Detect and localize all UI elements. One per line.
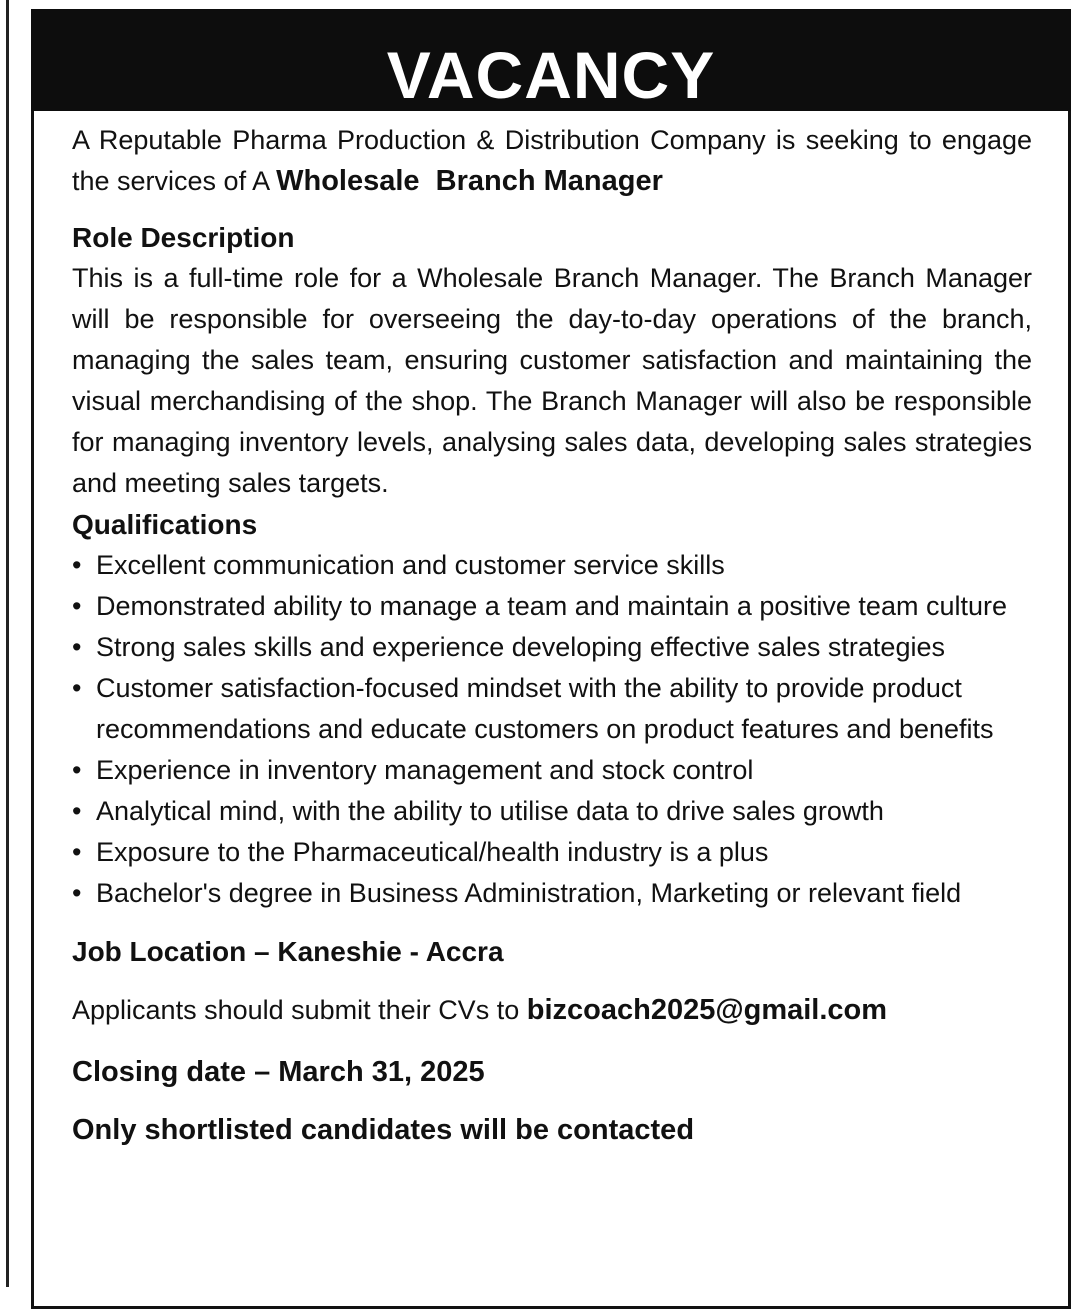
qualification-text: Analytical mind, with the ability to utilise data to drive sales growth (96, 796, 884, 826)
closing-date: Closing date – March 31, 2025 (72, 1056, 485, 1088)
qualifications-heading: Qualifications (72, 509, 258, 540)
vacancy-banner: VACANCY (31, 9, 1071, 111)
bullet-icon: • (72, 837, 82, 867)
list-item (72, 832, 1032, 873)
role-description-text: This is a full-time role for a Wholesale Branch Manager. The Branch Manager will be responsible for overseeing the day-to-day operations of the branch, managing the sales team, ensuring customer satisfaction and maintaining the visual merchandising of the shop. The Branch Manager will also be responsible for managing inventory levels, analysing sales data, developing sales strategies and meeting sales targets. (72, 263, 1032, 498)
list-item (72, 791, 1032, 832)
intro-text: A Reputable Pharma Production & Distribution Company is seeking to engage the services of A (72, 125, 1032, 196)
page-edge-rule (6, 0, 9, 1287)
qualification-text: Excellent communication and customer service skills (96, 550, 725, 580)
list-item (72, 586, 1032, 627)
position-title: Wholesale Branch Manager (276, 165, 663, 197)
shortlist-note: Only shortlisted candidates will be contacted (72, 1114, 695, 1146)
list-item (72, 668, 1032, 750)
qualification-text: Customer satisfaction-focused mindset with the ability to provide product recommendations and educate customers on product features and benefits (96, 673, 994, 744)
list-item (72, 627, 1032, 668)
bullet-icon: • (72, 591, 82, 621)
bullet-icon: • (72, 632, 82, 662)
job-location: Job Location – Kaneshie - Accra (72, 936, 504, 967)
qualification-text: Experience in inventory management and stock control (96, 755, 754, 785)
bullet-icon: • (72, 878, 82, 908)
qualification-text: Exposure to the Pharmaceutical/health industry is a plus (96, 837, 769, 867)
qualifications-list (72, 545, 1032, 914)
list-item (72, 750, 1032, 791)
bullet-icon: • (72, 673, 82, 703)
bullet-icon: • (72, 796, 82, 826)
email-link[interactable]: bizcoach2025@gmail.com (526, 994, 888, 1026)
list-item (72, 873, 1032, 914)
role-description-heading: Role Description (72, 222, 295, 253)
qualification-text: Demonstrated ability to manage a team and maintain a positive team culture (96, 591, 1007, 621)
bullet-icon: • (72, 755, 82, 785)
advert-body (72, 120, 1032, 1152)
bullet-icon: • (72, 550, 82, 580)
list-item (72, 545, 1032, 586)
qualification-text: Strong sales skills and experience developing effective sales strategies (96, 632, 945, 662)
intro-paragraph (72, 120, 1032, 202)
apply-text: Applicants should submit their CVs to (72, 995, 520, 1025)
application-instructions (72, 988, 1032, 1032)
qualification-text: Bachelor's degree in Business Administration, Marketing or relevant field (96, 878, 962, 908)
